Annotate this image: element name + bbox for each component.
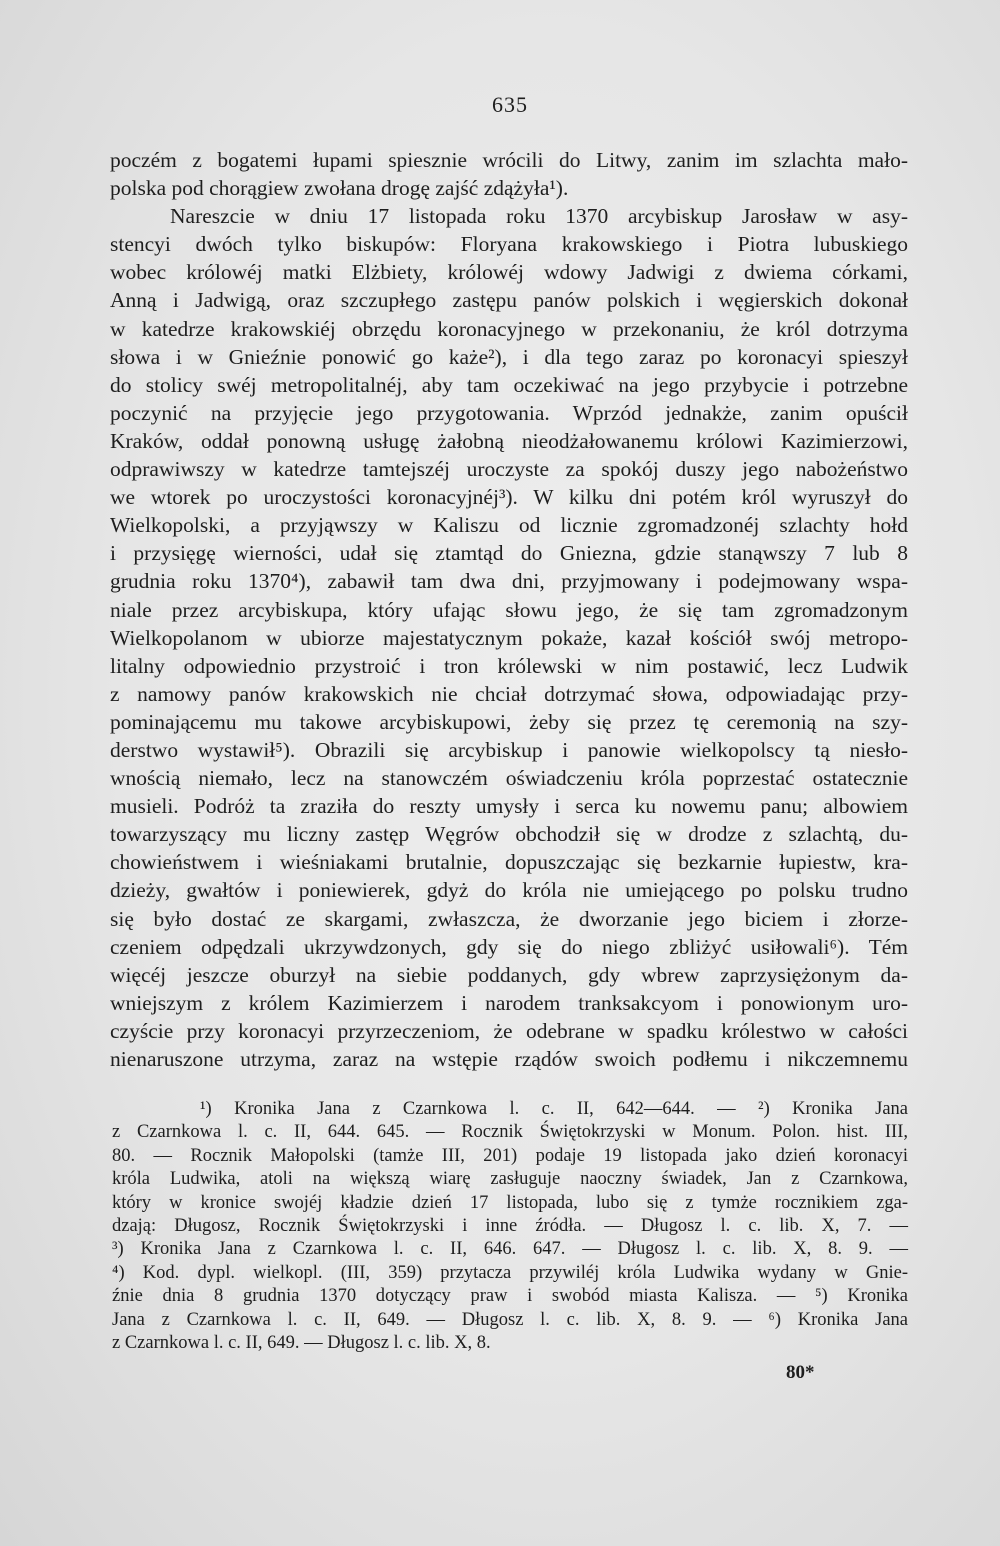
text-line: litalny odpowiednio przystroić i tron królewski w nim postawić, lecz Ludwik [110,653,908,678]
text-line: więcéj jeszcze oburzył na siebie poddanych, gdy wbrew zaprzysiężonym da- [110,962,908,987]
text-line: Anną i Jadwigą, oraz szczupłego zastępu panów polskich i węgierskich dokonał [110,288,908,313]
text-line: Kraków, oddał ponowną usługę żałobną nieodżałowanemu królowi Kazimierzowi, [110,428,908,453]
footnote-line: króla Ludwika, atoli na większą wiarę zasługuje naoczny świadek, Jan z Czarnkowa, [112,1169,908,1190]
footnote-line: z Czarnkowa l. c. II, 644. 645. — Rocznik Świętokrzyski w Monum. Polon. hist. III, [112,1122,908,1143]
text-line: czeniem odpędzali ukrzywdzonych, gdy się do niego zbliżyć usiłowali⁶). Tém [110,934,908,959]
printer-signature-mark: 80* [786,1362,815,1383]
text-line: polska pod chorągiew zwołana drogę zajść zdążyła¹). [110,176,569,201]
text-line: do stolicy swéj metropolitalnéj, aby tam oczekiwać na jego przybycie i potrzebne [110,372,908,397]
text-line: Wielkopolanom w ubiorze majestatycznym pokaże, kazał kościół swój metropo- [110,625,908,650]
text-line: i przysięgę wierności, udał się ztamtąd do Gniezna, gdzie stanąwszy 7 lub 8 [110,541,908,566]
text-line: derstwo wystawił⁵). Obrazili się arcybiskup i panowie wielkopolscy tą niesło- [110,737,908,762]
text-line: Wielkopolski, a przyjąwszy w Kaliszu od licznie zgromadzonéj szlachty hołd [110,513,908,538]
text-line: poczém z bogatemi łupami spiesznie wrócili do Litwy, zanim im szlachta mało- [110,148,908,172]
text-line: odprawiwszy w katedrze tamtejszéj uroczyste za spokój duszy jego nabożeństwo [110,457,908,482]
text-line: pominającemu mu takowe arcybiskupowi, żeby się przez tę ceremonią na szy- [110,709,908,734]
page-number: 635 [492,92,528,117]
footnote-line: 80. — Rocznik Małopolski (tamże III, 201) podaje 19 listopada jako dzień koronacyi [112,1145,908,1166]
main-text [110,146,908,1073]
text-line: we wtorek po uroczystości koronacyjnéj³). W kilku dni potém król wyruszył do [110,485,908,510]
footnote-line: Jana z Czarnkowa l. c. II, 649. — Długosz l. c. lib. X, 8. 9. — ⁶) Kronika Jana [112,1309,908,1330]
footnote-line: ⁴) Kod. dypl. wielkopl. (III, 359) przytacza przywiléj króla Ludwika wydany w Gnie- [112,1262,908,1283]
text-line: z namowy panów krakowskich nie chciał dotrzymać słowa, odpowiadając przy- [110,681,908,706]
text-line: nienaruszone utrzyma, zaraz na wstępie rządów swoich podłemu i nikczemnemu [110,1047,908,1071]
text-line: wnością niemało, lecz na stanowczém oświadczeniu króla poprzestać ostatecznie [110,766,908,791]
text-line: się było dostać ze skargami, zwłaszcza, że dworzanie jego biciem i złorze- [110,906,908,931]
text-line: Nareszcie w dniu 17 listopada roku 1370 arcybiskup Jarosław w asy- [170,204,908,229]
footnote-line: źnie dnia 8 grudnia 1370 dotyczący praw i swobód miasta Kalisza. — ⁵) Kronika [112,1286,908,1307]
footnote-line: z Czarnkowa l. c. II, 649. — Długosz l. c. lib. X, 8. [112,1332,491,1353]
text-line: grudnia roku 1370⁴), zabawił tam dwa dni, przyjmowany i podejmowany wspa- [110,569,908,594]
text-line: wniejszym z królem Kazimierzem i narodem tranksakcyom i ponowionym uro- [110,990,908,1015]
text-line: czyście przy koronacyi przyrzeczeniom, że odebrane w spadku królestwo w całości [110,1018,908,1043]
text-line: chowieństwem i wieśniakami brutalnie, dopuszczając się bezkarnie łupiestw, kra- [110,850,908,875]
footnote-line: który w kronice swojéj kładzie dzień 17 listopada, lubo się z tymże rocznikiem zga- [112,1192,908,1213]
footnote-line: ³) Kronika Jana z Czarnkowa l. c. II, 646. 647. — Długosz l. c. lib. X, 8. 9. — [112,1239,908,1260]
text-line: poczynić na przyjęcie jego przygotowania. Wprzód jednakże, zanim opuścił [110,400,908,425]
footnote-line: ¹) Kronika Jana z Czarnkowa l. c. II, 642—644. — ²) Kronika Jana [200,1099,908,1119]
text-line: towarzyszący mu liczny zastęp Węgrów obchodził się w drodze z szlachtą, du- [110,822,908,847]
text-line: słowa i w Gnieźnie ponowić go każe²), i dla tego zaraz po koronacyi spieszył [110,344,908,369]
text-line: stencyi dwóch tylko biskupów: Floryana krakowskiego i Piotra lubuskiego [110,232,908,257]
text-line: niale przez arcybiskupa, który ufając słowu jego, że się tam zgromadzonym [110,597,908,622]
text-line: musieli. Podróż ta zraziła do reszty umysły i serca ku nowemu panu; albowiem [110,794,908,819]
footnotes [112,1098,908,1355]
text-line: dzieży, gwałtów i poniewierek, gdyż do króla nie umiejącego po polsku trudno [110,878,908,903]
text-line: w katedrze krakowskiéj obrzędu koronacyjnego w przekonaniu, że król dotrzyma [110,316,908,341]
footnote-line: dzają: Długosz, Rocznik Świętokrzyski i inne źródła. — Długosz l. c. lib. X, 7. — [112,1215,908,1236]
text-line: wobec królowéj matki Elżbiety, królowéj wdowy Jadwigi z dwiema córkami, [110,260,908,285]
